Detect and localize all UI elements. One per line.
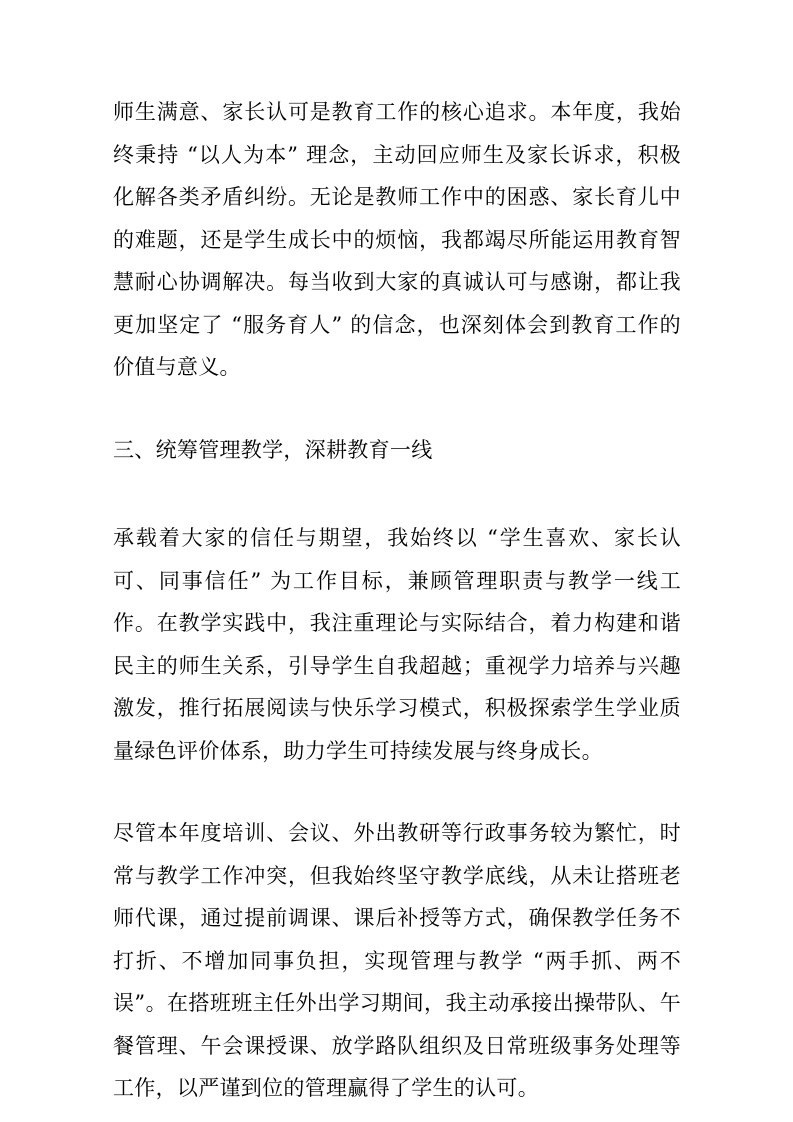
section-heading-three: 三、统筹管理教学，深耕教育一线 [113, 437, 433, 462]
paragraph-service-philosophy: 师生满意、家长认可是教育工作的核心追求。本年度，我始终秉持 “以人为本” 理念，主动回应师生及家长诉求，积极化解各类矛盾纠纷。无论是教师工作中的困惑、家长育儿中的难题，还是学生成长中的烦恼，我都竭尽所能运用教育智慧耐心协调解决。每当收到大家的真诚认可与感谢，都让我更加坚定了 “服务育人” 的信念，也深刻体会到教育工作的价值与意义。 [113, 100, 681, 379]
paragraph-workload-balance: 尽管本年度培训、会议、外出教研等行政事务较为繁忙，时常与教学工作冲突，但我始终坚守教学底线，从未让搭班老师代课，通过提前调课、课后补授等方式，确保教学任务不打折、不增加同事负担，实现管理与教学 “两手抓、两不误”。在搭班班主任外出学习期间，我主动承接出操带队、午餐管理、午会课授课、放学路队组织及日常班级事务处理等工作，以严谨到位的管理赢得了学生的认可。 [113, 821, 681, 1100]
paragraph-teaching-management: 承载着大家的信任与期望，我始终以 “学生喜欢、家长认可、同事信任” 为工作目标，兼顾管理职责与教学一线工作。在教学实践中，我注重理论与实际结合，着力构建和谐民主的师生关系，引导学生自我超越；重视学力培养与兴趣激发，推行拓展阅读与快乐学习模式，积极探索学生学业质量绿色评价体系，助力学生可持续发展与终身成长。 [113, 526, 681, 763]
